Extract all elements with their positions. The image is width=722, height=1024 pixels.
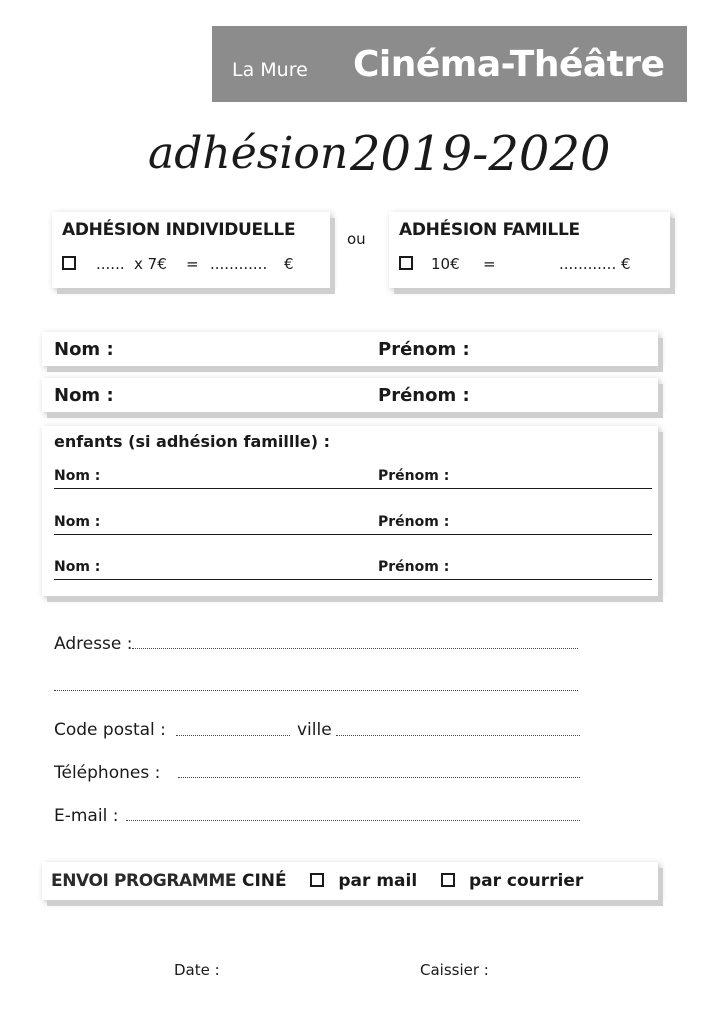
family-total-blank[interactable]: ............ bbox=[559, 255, 617, 273]
children-title: enfants (si adhésion famillle) : bbox=[54, 432, 330, 451]
family-membership-line bbox=[399, 255, 631, 273]
post-option-label: par courrier bbox=[468, 871, 584, 891]
address-label: Adresse : bbox=[54, 634, 133, 654]
adult-name-row[interactable] bbox=[42, 332, 658, 366]
postal-code-label: Code postal : bbox=[54, 720, 166, 740]
header-banner bbox=[212, 26, 687, 102]
postal-code-input-line[interactable] bbox=[176, 735, 290, 736]
or-separator: ou bbox=[347, 230, 366, 248]
post-checkbox[interactable] bbox=[441, 873, 455, 887]
individual-membership-title: ADHÉSION INDIVIDUELLE bbox=[62, 220, 296, 240]
address-input-line-2[interactable] bbox=[54, 690, 578, 691]
family-equals: = bbox=[483, 255, 496, 273]
city-input-line[interactable] bbox=[336, 735, 580, 736]
adult-firstname-label: Prénom : bbox=[378, 385, 470, 406]
family-price: 10€ bbox=[431, 255, 460, 273]
individual-checkbox[interactable] bbox=[62, 256, 76, 270]
family-currency: € bbox=[621, 255, 631, 273]
adult-name-label: Nom : bbox=[54, 385, 114, 406]
date-label: Date : bbox=[174, 961, 220, 979]
individual-membership-line bbox=[62, 255, 294, 273]
individual-currency: € bbox=[284, 255, 294, 273]
mail-checkbox[interactable] bbox=[310, 873, 324, 887]
adult-name-label: Nom : bbox=[54, 339, 114, 360]
cashier-label: Caissier : bbox=[420, 961, 489, 979]
child-row[interactable] bbox=[54, 466, 652, 489]
phone-label: Téléphones : bbox=[54, 763, 161, 783]
program-delivery-row bbox=[51, 871, 583, 891]
city-label: ville bbox=[297, 720, 332, 740]
form-title-years: 2019-2020 bbox=[350, 126, 611, 182]
individual-count-blank[interactable]: ...... bbox=[96, 255, 125, 273]
individual-membership-card bbox=[52, 212, 330, 288]
children-section bbox=[42, 426, 658, 596]
individual-price: x 7€ bbox=[134, 255, 167, 273]
family-membership-card bbox=[389, 212, 670, 288]
phone-input-line[interactable] bbox=[178, 777, 580, 778]
adult-name-row[interactable] bbox=[42, 378, 658, 412]
program-title-bold: CINÉ bbox=[241, 871, 287, 891]
header-town: La Mure bbox=[232, 59, 308, 81]
individual-total-blank[interactable]: ............ bbox=[210, 255, 268, 273]
header-venue: Cinéma-Théâtre bbox=[353, 44, 665, 85]
child-firstname-label: Prénom : bbox=[378, 559, 450, 575]
mail-option-label: par mail bbox=[338, 871, 418, 891]
individual-equals: = bbox=[186, 255, 199, 273]
child-name-label: Nom : bbox=[54, 514, 101, 530]
email-label: E-mail : bbox=[54, 806, 119, 826]
child-firstname-label: Prénom : bbox=[378, 514, 450, 530]
child-name-label: Nom : bbox=[54, 559, 101, 575]
child-name-label: Nom : bbox=[54, 468, 101, 484]
child-firstname-label: Prénom : bbox=[378, 468, 450, 484]
family-checkbox[interactable] bbox=[399, 256, 413, 270]
email-input-line[interactable] bbox=[126, 820, 580, 821]
program-delivery-bar bbox=[42, 862, 658, 900]
program-title-light: ENVOI PROGRAMME bbox=[51, 871, 237, 891]
form-title-word: adhésion bbox=[148, 128, 349, 179]
address-input-line[interactable] bbox=[132, 648, 578, 649]
adult-firstname-label: Prénom : bbox=[378, 339, 470, 360]
child-row[interactable] bbox=[54, 512, 652, 535]
child-row[interactable] bbox=[54, 557, 652, 580]
family-membership-title: ADHÉSION FAMILLE bbox=[399, 220, 580, 240]
